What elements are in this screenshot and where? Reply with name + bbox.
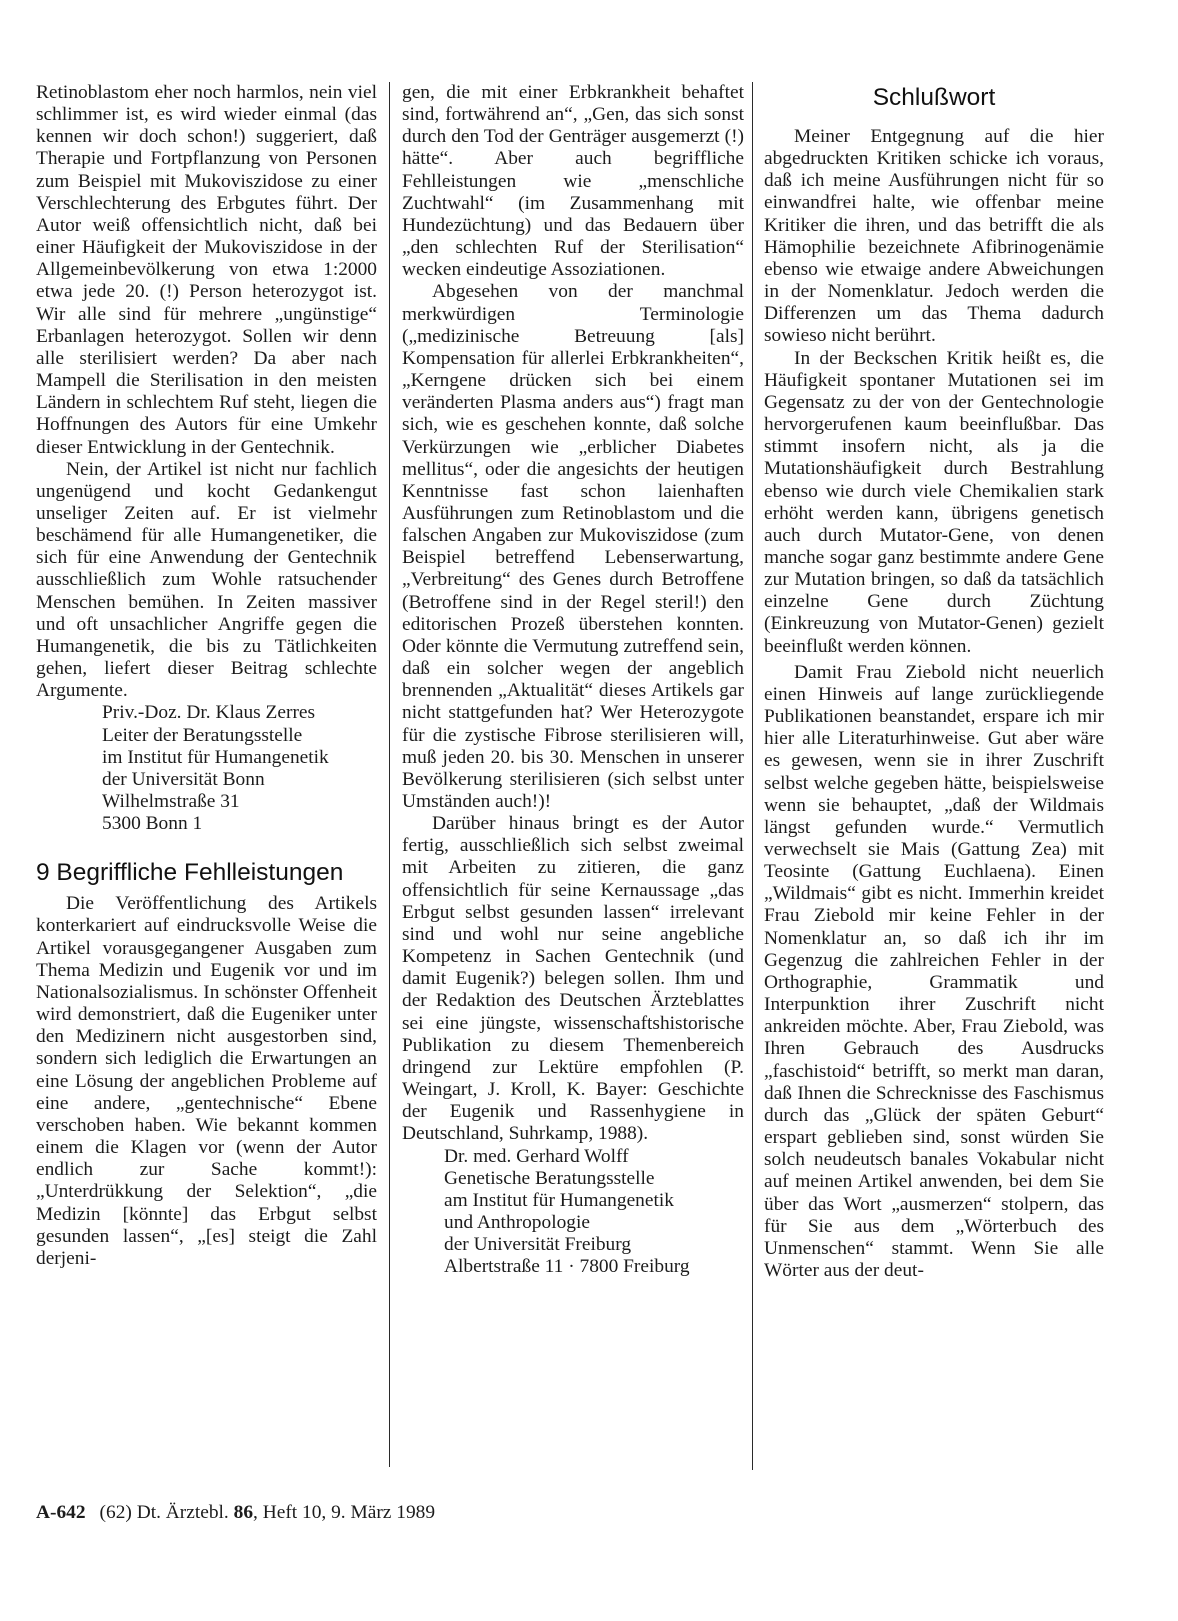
signature-block: [36, 702, 377, 835]
signature-block: [402, 1146, 744, 1279]
paragraph: Die Veröffentlichung des Artikels konterkariert auf eindrucksvolle Weise die Artikel vorausgegangener Ausgaben zum Thema Medizin und Eugenik vor und im Nationalsozialismus. In schönster Offenheit wird demonstriert, daß die Eugeniker unter den Medizinern nicht ausgestorben sind, sondern sich lediglich die Erwartungen an eine Lösung der angeblichen Probleme auf eine andere, „gentechnische“ Ebene verschoben haben. Wie bekannt kommen einem die Klagen vor (wenn der Autor endlich zur Sache kommt!): „Unterdrükkung der Selektion“, „die Medizin [könnte] das Erbgut selbst gesunden lassen“, „[es] steigt die Zahl derjeni-: [36, 893, 377, 1269]
signature-name: Dr. med. Gerhard Wolff: [444, 1145, 629, 1167]
page-number: A-642: [36, 1502, 86, 1523]
column-right: [764, 82, 1104, 1282]
paragraph: In der Beckschen Kritik heißt es, die Häufigkeit spontaner Mutationen sei im Gegensatz zu der von der Gentechnologie hervorgerufenen kaum beeinflußbar. Das stimmt insofern nicht, als ja die Mutationshäufigkeit durch Bestrahlung ebenso wie durch viele Chemikalien stark erhöht werden kann, übrigens genetisch auch durch Mutator-Gene, von denen manche sogar ganz bestimmte andere Gene zur Mutation bringen, so daß da tatsächlich einzelne Gene durch Züchtung (Einkreuzung von Mutator-Genen) gezielt beeinflußt werden können.: [764, 347, 1104, 657]
paragraph: Darüber hinaus bringt es der Autor fertig, ausschließlich sich selbst zweimal mit Arbeiten zu zitieren, die ganz offensichtlich für seine Kernaussage „das Erbgut selbst gesunden lassen“ irrelevant sind und wohl nur seine angebliche Kompetenz in Sachen Gentechnik (und damit Eugenik?) belegen sollen. Ihm und der Redaktion des Deutschen Ärzteblattes sei eine jüngste, wissenschaftshistorische Publikation zu diesem Themenbereich dringend zur Lektüre empfohlen (P. Weingart, J. Kroll, K. Bayer: Geschichte der Eugenik und Rassenhygiene in Deutschland, Suhrkamp, 1988).: [402, 813, 744, 1145]
column-divider: [389, 82, 390, 1467]
signature-name: Priv.-Doz. Dr. Klaus Zerres: [102, 702, 316, 724]
signature-line: Wilhelmstraße 31: [102, 791, 240, 812]
section-heading: Schlußwort: [872, 84, 996, 111]
signature-line: der Universität Freiburg: [444, 1234, 632, 1256]
section-heading: 9 Begriffliche Fehlleistungen: [36, 859, 344, 887]
signature-line: der Universität Bonn: [102, 768, 265, 790]
paragraph: Damit Frau Ziebold nicht neuerlich einen Hinweis auf lange zurückliegende Publikationen beanstandet, erspare ich mir hier alle Literaturhinweise. Gut aber wäre es gewesen, wenn sie in ihrer Zuschrift selbst welche gegeben hätte, beispielsweise wenn sie behauptet, „daß der Wildmais längst gefunden wurde.“ Vermutlich verwechselt sie Mais (Gattung Zea) mit Teosinte (Gattung Euchlaena). Einen „Wildmais“ gibt es nicht. Immerhin kreidet Frau Ziebold mir keine Fehler in der Nomenklatur an, so daß ich ihr im Gegenzug die zahlreichen Fehler in der Orthographie, Grammatik und Interpunktion ihrer Zuschrift nicht ankreiden möchte. Aber, Frau Ziebold, was Ihren Gebrauch des Ausdrucks „faschistoid“ betrifft, so merkt man daran, daß Ihnen die Schrecknisse des Faschismus durch das „Glück der späten Geburt“ erspart geblieben sind, sonst würden Sie solch neudeutsch banales Vokabular nicht auf meinen Artikel anwenden, bei dem Sie über das Wort „ausmerzen“ stolpern, das für Sie aus dem „Wörterbuch des Unmenschen“ stammt. Wenn Sie alle Wörter aus der deut-: [764, 661, 1104, 1281]
signature-line: Leiter der Beratungsstelle: [102, 724, 303, 746]
paragraph: Abgesehen von der manchmal merkwürdigen Terminologie („medizinische Betreuung [als] Kompensation für allerlei Erbkrankheiten“, „Kerngene drücken sich bei einem veränderten Plasma anders aus“) fragt man sich, wie es geschehen konnte, daß solche Verkürzungen wie „erblicher Diabetes mellitus“, oder die angesichts der heutigen Kenntnisse fast schon laienhaften Ausführungen zum Retinoblastom und die falschen Angaben zur Mukoviszidose (zum Beispiel betreffend Lebenserwartung, „Verbreitung“ des Genes durch Betroffene (Betroffene sind in der Regel steril!) den editorischen Prozeß überstehen konnten. Oder könnte die Vermutung zutreffend sein, daß ein solcher wegen der angeblich brennenden „Aktualität“ dieses Artikels gar nicht stattgefunden hat? Wer Heterozygote für die zystische Fibrose sterilisieren will, muß jeden 20. bis 30. Menschen in unserer Bevölkerung sterilisieren (sich selbst unter Umständen auch!)!: [402, 281, 744, 812]
paragraph: Retinoblastom eher noch harmlos, nein viel schlimmer ist, es wird wieder einmal (das kennen wir doch schon!) suggeriert, daß Therapie und Fortpflanzung von Personen zum Beispiel mit Mukoviszidose zu einer Verschlechterung des Erbgutes führt. Der Autor weiß offensichtlich nicht, daß bei einer Häufigkeit der Mukoviszidose in der Allgemeinbevölkerung von etwa 1:2000 etwa jede 20. (!) Person heterozygot ist. Wir alle sind für mehrere „ungünstige“ Erbanlagen heterozygot. Sollen wir denn alle sterilisiert werden? Da aber nach Mampell die Sterilisation in den meisten Ländern in schlechtem Ruf steht, liegen die Hoffnungen des Autors für eine Umkehr dieser Entwicklung in der Gentechnik.: [36, 82, 377, 458]
paragraph: Meiner Entgegnung auf die hier abgedruckten Kritiken schicke ich voraus, daß ich meine Ausführungen nicht für so einwandfrei halte, wie offenbar meine Kritiker die ihren, und das betrifft die als Hämophilie bezeichnete Afibrinogenämie ebenso wie etwaige andere Abweichungen in der Nomenklatur. Jedoch werden die Differenzen um das Thema dadurch sowieso nicht berührt.: [764, 126, 1104, 347]
signature-line: Genetische Beratungsstelle: [444, 1167, 655, 1189]
paragraph: Nein, der Artikel ist nicht nur fachlich ungenügend und kocht Gedankengut unseliger Zeiten auf. Er ist vielmehr beschämend für alle Humangenetiker, die sich für eine Anwendung der Gentechnik ausschließlich zum Wohle ratsuchender Menschen bemühen. In Zeiten massiver und oft unsachlicher Angriffe gegen die Humangenetik, die bis zu Tätlichkeiten gehen, liefert dieser Beitrag schlechte Argumente.: [36, 458, 377, 702]
citation-prefix: (62) Dt. Ärztebl.: [99, 1502, 229, 1523]
signature-line: am Institut für Humangenetik: [444, 1189, 674, 1211]
page-footer: [36, 1501, 435, 1525]
column-middle: [402, 82, 744, 1278]
column-left: [36, 82, 377, 1270]
column-divider: [752, 82, 753, 1470]
signature-line: 5300 Bonn 1: [102, 813, 203, 835]
volume-number: 86: [233, 1502, 254, 1523]
paragraph: gen, die mit einer Erbkrankheit behaftet sind, fortwährend an“, „Gen, das sich sonst durch den Tod der Genträger ausgemerzt (!) hätte“. Aber auch begriffliche Fehlleistungen wie „menschliche Zuchtwahl“ (im Zusammenhang mit Hundezüchtung) und das Bedauern über „den schlechten Ruf der Sterilisation“ wecken eindeutige Assoziationen.: [402, 82, 744, 281]
citation-suffix: , Heft 10, 9. März 1989: [253, 1502, 436, 1523]
signature-line: Albertstraße 11 · 7800 Freiburg: [444, 1256, 690, 1278]
signature-line: und Anthropologie: [444, 1211, 590, 1233]
signature-line: im Institut für Humangenetik: [102, 746, 329, 768]
